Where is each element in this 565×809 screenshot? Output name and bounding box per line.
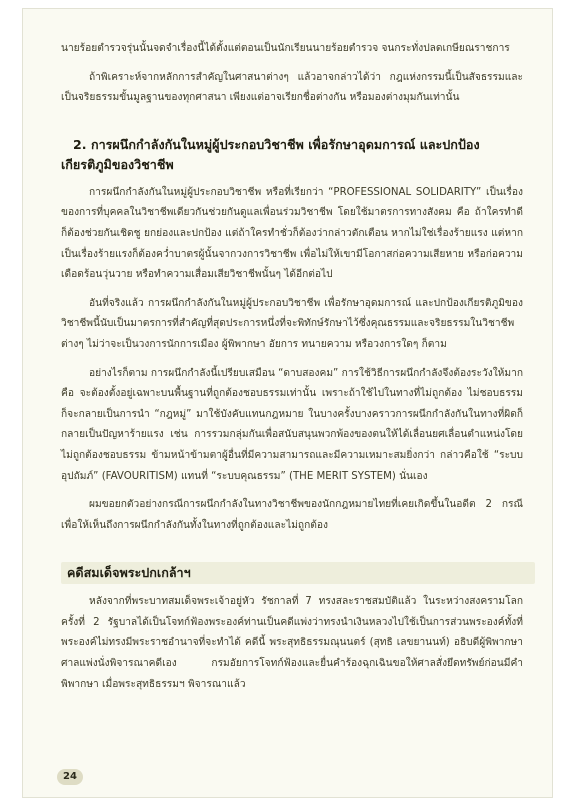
page-footer [57, 769, 83, 785]
page-number-badge: 24 [57, 769, 83, 785]
section-heading [61, 135, 523, 175]
body-paragraph: อย่างไรก็ตาม การผนึกกำลังนี้เปรียบเสมือน “ดาบสองคม” การใช้วิธีการผนึกกำลังจึงต้องระวังให้มาก คือ จะต้องตั้งอยู่เฉพาะบนพื้นฐานที่ถูกต้องชอบธรรมเท่านั้น เพราะถ้าใช้ไปในทางที่ไม่ถูกต้อง ไม่ชอบธรรม ก็จะกลายเป็นการนำ “กฎหมู่” มาใช้บังคับแทนกฎหมาย ในบางครั้งบางคราวการผนึกกำลังกันในทางที่ผิดก็กลายเป็นปัญหาร้ายแรง เช่น การรวมกลุ่มกันเพื่อสนับสนุนพวกพ้องของตนให้ได้เลื่อนยศเลื่อนตำแหน่งโดยไม่ถูกต้องชอบธรรม ข้ามหน้าข้ามตาผู้อื่นที่มีความสามารถและมีความเหมาะสมยิ่งกว่า กล่าวคือใช้ “ระบบอุปถัมภ์” (FAVOURITISM) แทนที่ “ระบบคุณธรรม” (THE MERIT SYSTEM) นั่นเอง [61, 367, 523, 482]
body-paragraph: นายร้อยตำรวจรุ่นนั้นจดจำเรื่องนี้ได้ตั้งแต่ตอนเป็นนักเรียนนายร้อยตำรวจ จนกระทั่งปลดเกษียณราชการ [61, 43, 510, 54]
body-paragraph: การผนึกกำลังกันในหมู่ผู้ประกอบวิชาชีพ หรือที่เรียกว่า “PROFESSIONAL SOLIDARITY” เป็นเรื่องของการที่บุคคลในวิชาชีพเดียวกันช่วยกันดูแลเพื่อนร่วมวิชาชีพ โดยใช้มาตรการทางสังคม คือ ถ้าใครทำดีก็ต้องช่วยกันเชิดชู ยกย่องและปกป้อง แต่ถ้าใครทำชั่วก็ต้องว่ากล่าวตักเตือน หากไม่ใช่เรื่องร้ายแรง แต่หากเป็นเรื่องร้ายแรงก็ต้องคว่ำบาตรผู้นั้นจากวงการวิชาชีพ เพื่อไม่ให้เขามีโอกาสก่อความเสียหาย หรือก่อความเดือดร้อนวุ่นวาย หรือทำความเสื่อมเสียวิชาชีพนั้นๆ ได้อีกต่อไป [61, 186, 523, 281]
page-content [61, 39, 523, 695]
body-paragraph: ถ้าพิเคราะห์จากหลักการสำคัญในศาสนาต่างๆ แล้วอาจกล่าวได้ว่า กฎแห่งกรรมนี้เป็นสัจธรรมและเป็นจริยธรรมขั้นมูลฐานของทุกศาสนา เพียงแต่อาจเรียกชื่อต่างกัน หรือมองต่างมุมกันเท่านั้น [61, 71, 523, 104]
body-paragraph: ผมขอยกตัวอย่างกรณีการผนึกกำลังในทางวิชาชีพของนักกฎหมายไทยที่เคยเกิดขึ้นในอดีต 2 กรณี เพื่อให้เห็นถึงการผนึกกำลังกันทั้งในทางที่ถูกต้องและไม่ถูกต้อง [61, 499, 523, 531]
case-heading: คดีสมเด็จพระปกเกล้าฯ [61, 562, 535, 584]
body-paragraph: อันที่จริงแล้ว การผนึกกำลังกันในหมู่ผู้ประกอบวิชาชีพ เพื่อรักษาอุดมการณ์ และปกป้องเกียรติภูมิของวิชาชีพนี้นับเป็นมาตรการที่สำคัญที่สุดประการหนึ่งที่จะพิทักษ์รักษาไว้ซึ่งคุณธรรมและจริยธรรมในวิชาชีพต่างๆ ไม่ว่าจะเป็นวงการนักการเมือง ผู้พิพากษา อัยการ ทนายความ หรือวงการใดๆ ก็ตาม [61, 297, 523, 350]
section-title: การผนึกกำลังกันในหมู่ผู้ประกอบวิชาชีพ เพื่อรักษาอุดมการณ์ และปกป้องเกียรติภูมิของวิชาชีพ [61, 136, 480, 172]
section-number: 2. [73, 136, 87, 152]
body-paragraph: หลังจากที่พระบาทสมเด็จพระเจ้าอยู่หัว รัชกาลที่ 7 ทรงสละราชสมบัติแล้ว ในระหว่างสงครามโลกครั้งที่ 2 รัฐบาลได้เป็นโจทก์ฟ้องพระองค์ท่านเป็นคดีแพ่งว่าทรงนำเงินหลวงไปใช้เป็นการส่วนพระองค์ทั้งที่พระองค์ไม่ทรงมีพระราชอำนาจที่จะทำได้ คดีนี้ พระสุทธิธรรมณุนนตร์ (สุทธิ เลขยานนท์) อธิบดีผู้พิพากษาศาลแพ่งนั่งพิจารณาคดีเอง กรมอัยการโจทก์ฟ้องและยื่นคำร้องฉุกเฉินขอให้ศาลสั่งยึดทรัพย์ก่อนมีคำพิพากษา เมื่อพระสุทธิธรรมฯ พิจารณาแล้ว [61, 596, 523, 690]
document-page [22, 8, 553, 798]
